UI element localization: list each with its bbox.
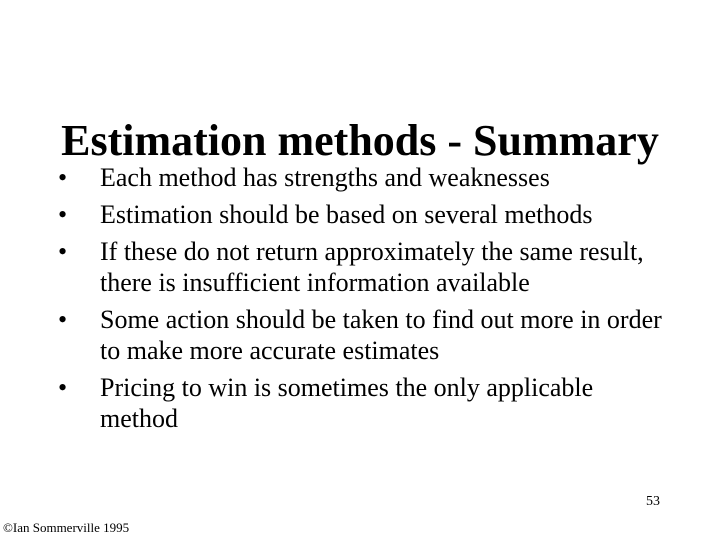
page-number: 53 [646, 494, 660, 509]
bullet-text: Pricing to win is sometimes the only applicable method [100, 373, 594, 433]
bullet-item [56, 304, 676, 366]
bullet-list [56, 162, 676, 440]
bullet-icon: • [58, 237, 68, 266]
copyright-notice: ©Ian Sommerville 1995 [3, 520, 130, 535]
bullet-icon: • [58, 373, 68, 402]
bullet-item [56, 199, 676, 230]
bullet-text: Each method has strengths and weaknesses [100, 163, 550, 192]
bullet-item [56, 236, 676, 298]
bullet-icon: • [58, 200, 68, 229]
bullet-text: Some action should be taken to find out more in order to make more accurate estimates [100, 305, 662, 365]
slide-title: Estimation methods - Summary [61, 116, 659, 166]
bullet-text: If these do not return approximately the same result, there is insufficient information available [100, 237, 644, 297]
bullet-item [56, 372, 676, 434]
bullet-text: Estimation should be based on several methods [100, 200, 593, 229]
bullet-item [56, 162, 676, 193]
bullet-icon: • [58, 305, 68, 334]
bullet-icon: • [58, 163, 68, 192]
